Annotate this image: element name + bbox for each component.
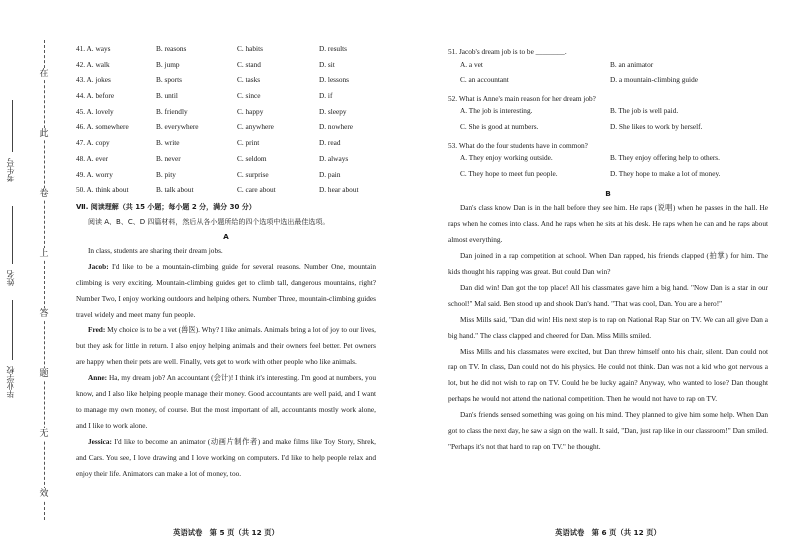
option-d: D. read <box>319 138 341 148</box>
option-a: 46. A. somewhere <box>76 122 129 132</box>
speaker-name: Jacob: <box>88 261 109 271</box>
question-stem: 53. What do the four students have in common? <box>448 140 588 150</box>
binding-char: 上 <box>36 248 52 260</box>
option-a: 49. A. worry <box>76 169 113 179</box>
question-52 <box>448 91 768 138</box>
option-d: D. hear about <box>319 185 359 195</box>
option-row <box>76 107 376 123</box>
page-footer: 英语试卷 第 5 页（共 12 页） <box>173 528 279 537</box>
option-c: C. seldom <box>237 153 267 163</box>
option-a: 44. A. before <box>76 91 115 101</box>
option-d: D. always <box>319 153 349 163</box>
option-c: C. surprise <box>237 169 269 179</box>
binding-char: 卷 <box>36 188 52 200</box>
option-a: 48. A. ever <box>76 153 109 163</box>
option-c: C. anywhere <box>237 122 274 132</box>
binding-char: 效 <box>36 488 52 500</box>
option-row <box>76 154 376 170</box>
name-blank[interactable] <box>12 206 13 264</box>
speaker-text: Ha, my dream job? An accountant (会计)! I think it's interesting. I'm good at numbers, you know, and I also like helping people manage their money. Good accountants are well paid, and I want to manage my own money, of course. But the most important of all, accountants mostly work alone, and I like to work alone. <box>76 373 376 430</box>
option-c[interactable]: C. an accountant <box>460 75 509 85</box>
passage-paragraph: Dan joined in a rap competition at school. When Dan rapped, his friends clapped (拍掌) for him. The kids thought his rapping was great. But could Dan win? <box>448 251 768 276</box>
school-blank[interactable] <box>12 300 13 360</box>
speaker-paragraph <box>76 322 376 370</box>
option-b[interactable]: B. The job is well paid. <box>610 106 679 116</box>
option-d[interactable]: D. They hope to make a lot of money. <box>610 168 721 178</box>
binding-dash-line <box>44 40 45 520</box>
option-b: B. never <box>156 153 181 163</box>
passage-paragraph: Miss Mills and his classmates were excited, but Dan threw himself onto his chair, silent. Dan could not rap on TV. In class, Dan could not do his physics. He could not think. Dan was not a kid who got nervous a lot, but he did not wish to rap on TV. Could he be lucky again? Anyway, who wanted to lose? Dan thought perhaps he would not attend the national competition. Then he would not have to rap on TV. <box>448 346 768 404</box>
option-d[interactable]: D. She likes to work by herself. <box>610 121 703 131</box>
option-row <box>76 75 376 91</box>
option-row <box>448 153 768 169</box>
option-a: 42. A. walk <box>76 59 110 69</box>
option-b: B. reasons <box>156 44 187 53</box>
passage-title-b: B <box>605 189 611 199</box>
passage-intro: In class, students are sharing their dream jobs. <box>88 245 223 255</box>
option-d: D. if <box>319 91 333 101</box>
page-footer: 英语试卷 第 6 页（共 12 页） <box>555 528 661 537</box>
option-a[interactable]: A. The job is interesting. <box>460 106 533 116</box>
passage-title-a: A <box>223 231 229 241</box>
option-b[interactable]: B. They enjoy offering help to others. <box>610 153 720 163</box>
question-stem: 52. What is Anne's main reason for her dream job? <box>448 93 596 103</box>
name-label: 姓名 <box>6 270 15 286</box>
cloze-options <box>76 44 376 201</box>
option-d: D. sit <box>319 59 335 69</box>
page-5 <box>76 0 376 560</box>
option-a: 47. A. copy <box>76 138 110 148</box>
option-a[interactable]: A. They enjoy working outside. <box>460 153 553 163</box>
passage-paragraph: Dan did win! Dan got the top place! All his classmates gave him a big hand. "Now Dan is a star in our school!" Mal said. Ben stood up and shook Dan's hand. "That was cool, Dan. You are a hero!" <box>448 282 768 308</box>
option-b[interactable]: B. an animator <box>610 59 654 69</box>
page-6 <box>448 0 768 560</box>
option-c: C. habits <box>237 44 263 53</box>
option-row <box>76 170 376 186</box>
option-a: 50. A. think about <box>76 185 129 195</box>
binding-margin <box>0 0 62 560</box>
option-row <box>76 91 376 107</box>
speaker-name: Jessica: <box>88 436 112 446</box>
speaker-paragraph <box>76 370 376 434</box>
option-b: B. until <box>156 91 178 101</box>
option-c: C. print <box>237 138 260 148</box>
option-d: D. lessons <box>319 75 349 85</box>
speaker-text: I'd like to become an animator (动画片制作者) and make films like Toy Story, Shrek, and Cars. You see, I love drawing and I love working on computers. I'd like to help people relax and enjoy their life. Animators can make a lot of money, too. <box>76 436 376 478</box>
option-b: B. sports <box>156 75 182 85</box>
speaker-name: Fred: <box>88 325 106 335</box>
option-row <box>448 106 768 122</box>
option-d: D. sleepy <box>319 106 347 116</box>
section-heading: Ⅶ. 阅读理解（共 15 小题；每小题 2 分，满分 30 分） <box>76 202 256 211</box>
question-stem: 51. Jacob's dream job is to be ________. <box>448 47 567 56</box>
section-instruction: 阅读 A、B、C、D 四篇材料，然后从各小题所给的四个选项中选出最佳选项。 <box>88 217 330 226</box>
school-label: 毕业学校 <box>6 366 15 398</box>
student-id-label: 考生号 <box>6 158 15 182</box>
speaker-text: My choice is to be a vet (兽医). Why? I like animals. Animals bring a lot of joy to our lives, but they ask for little in return. I also enjoy helping animals and their owners feel better. Pet owners are happy when their pets are well. Finally, vets get to work with other people who like animals. <box>76 325 376 367</box>
option-b: B. everywhere <box>156 122 199 132</box>
speaker-paragraph <box>76 434 376 482</box>
binding-char: 答 <box>36 308 52 320</box>
option-c[interactable]: C. They hope to meet fun people. <box>460 168 558 178</box>
binding-char: 此 <box>36 128 52 140</box>
speaker-text: I'd like to be a mountain-climbing guide for several reasons. Number One, mountain climbing is very exciting. Mountain-climbing guides get to climb tall, dangerous mountains, right? Number Two, I enjoy working outdoors and helping others. Number Three, mountain-climbing guides travel widely and meet many fun people. <box>76 261 376 319</box>
option-b: B. pity <box>156 169 176 179</box>
option-d: D. results <box>319 44 347 53</box>
option-row <box>76 60 376 76</box>
option-a: 41. A. ways <box>76 44 111 53</box>
option-b: B. jump <box>156 59 180 69</box>
binding-char: 无 <box>36 428 52 440</box>
option-a: 45. A. lovely <box>76 106 114 116</box>
option-b: B. talk about <box>156 185 194 195</box>
option-row <box>448 75 768 91</box>
binding-char: 在 <box>36 68 52 80</box>
option-c: C. stand <box>237 59 261 69</box>
option-a: 43. A. jokes <box>76 75 111 85</box>
question-51 <box>448 44 768 91</box>
option-b: B. friendly <box>156 106 188 116</box>
option-d[interactable]: D. a mountain-climbing guide <box>610 75 698 85</box>
option-c: C. care about <box>237 185 276 195</box>
option-row <box>76 122 376 138</box>
option-b: B. write <box>156 138 180 148</box>
option-row <box>76 185 376 201</box>
binding-char: 题 <box>36 368 52 380</box>
option-d: D. nowhere <box>319 122 354 132</box>
passage-paragraph: Dan's friends sensed something was going on his mind. They planned to give him some help. When Dan got to class the next day, he saw a sign on the wall. It said, "Dan, just rap like in our classroom!" Dan smiled. "Perhaps it's not that hard to rap on TV." he thought. <box>448 410 768 451</box>
speaker-paragraph <box>76 259 376 323</box>
speaker-name: Anne: <box>88 373 108 383</box>
option-a[interactable]: A. a vet <box>460 59 483 69</box>
option-row <box>448 169 768 185</box>
option-d: D. pain <box>319 169 341 179</box>
passage-paragraph: Dan's class know Dan is in the hall before they see him. He raps (说唱) when he passes in the hall. He raps when he comes into class. And he raps when he sits at his desk. He raps when he can and he raps about almost everything. <box>448 203 768 245</box>
question-53 <box>448 138 768 185</box>
option-c: C. happy <box>237 106 264 116</box>
option-c[interactable]: C. She is good at numbers. <box>460 121 539 131</box>
option-row <box>448 122 768 138</box>
option-c: C. tasks <box>237 75 261 85</box>
option-row <box>76 44 376 60</box>
passage-paragraph: Miss Mills said, "Dan did win! His next step is to rap on National Rap Star on TV. We can all give Dan a big hand." The class clapped and cheered for Dan. Miss Mills smiled. <box>448 314 768 340</box>
option-row <box>448 60 768 76</box>
student-id-blank[interactable] <box>12 100 13 152</box>
option-row <box>76 138 376 154</box>
option-c: C. since <box>237 91 261 101</box>
